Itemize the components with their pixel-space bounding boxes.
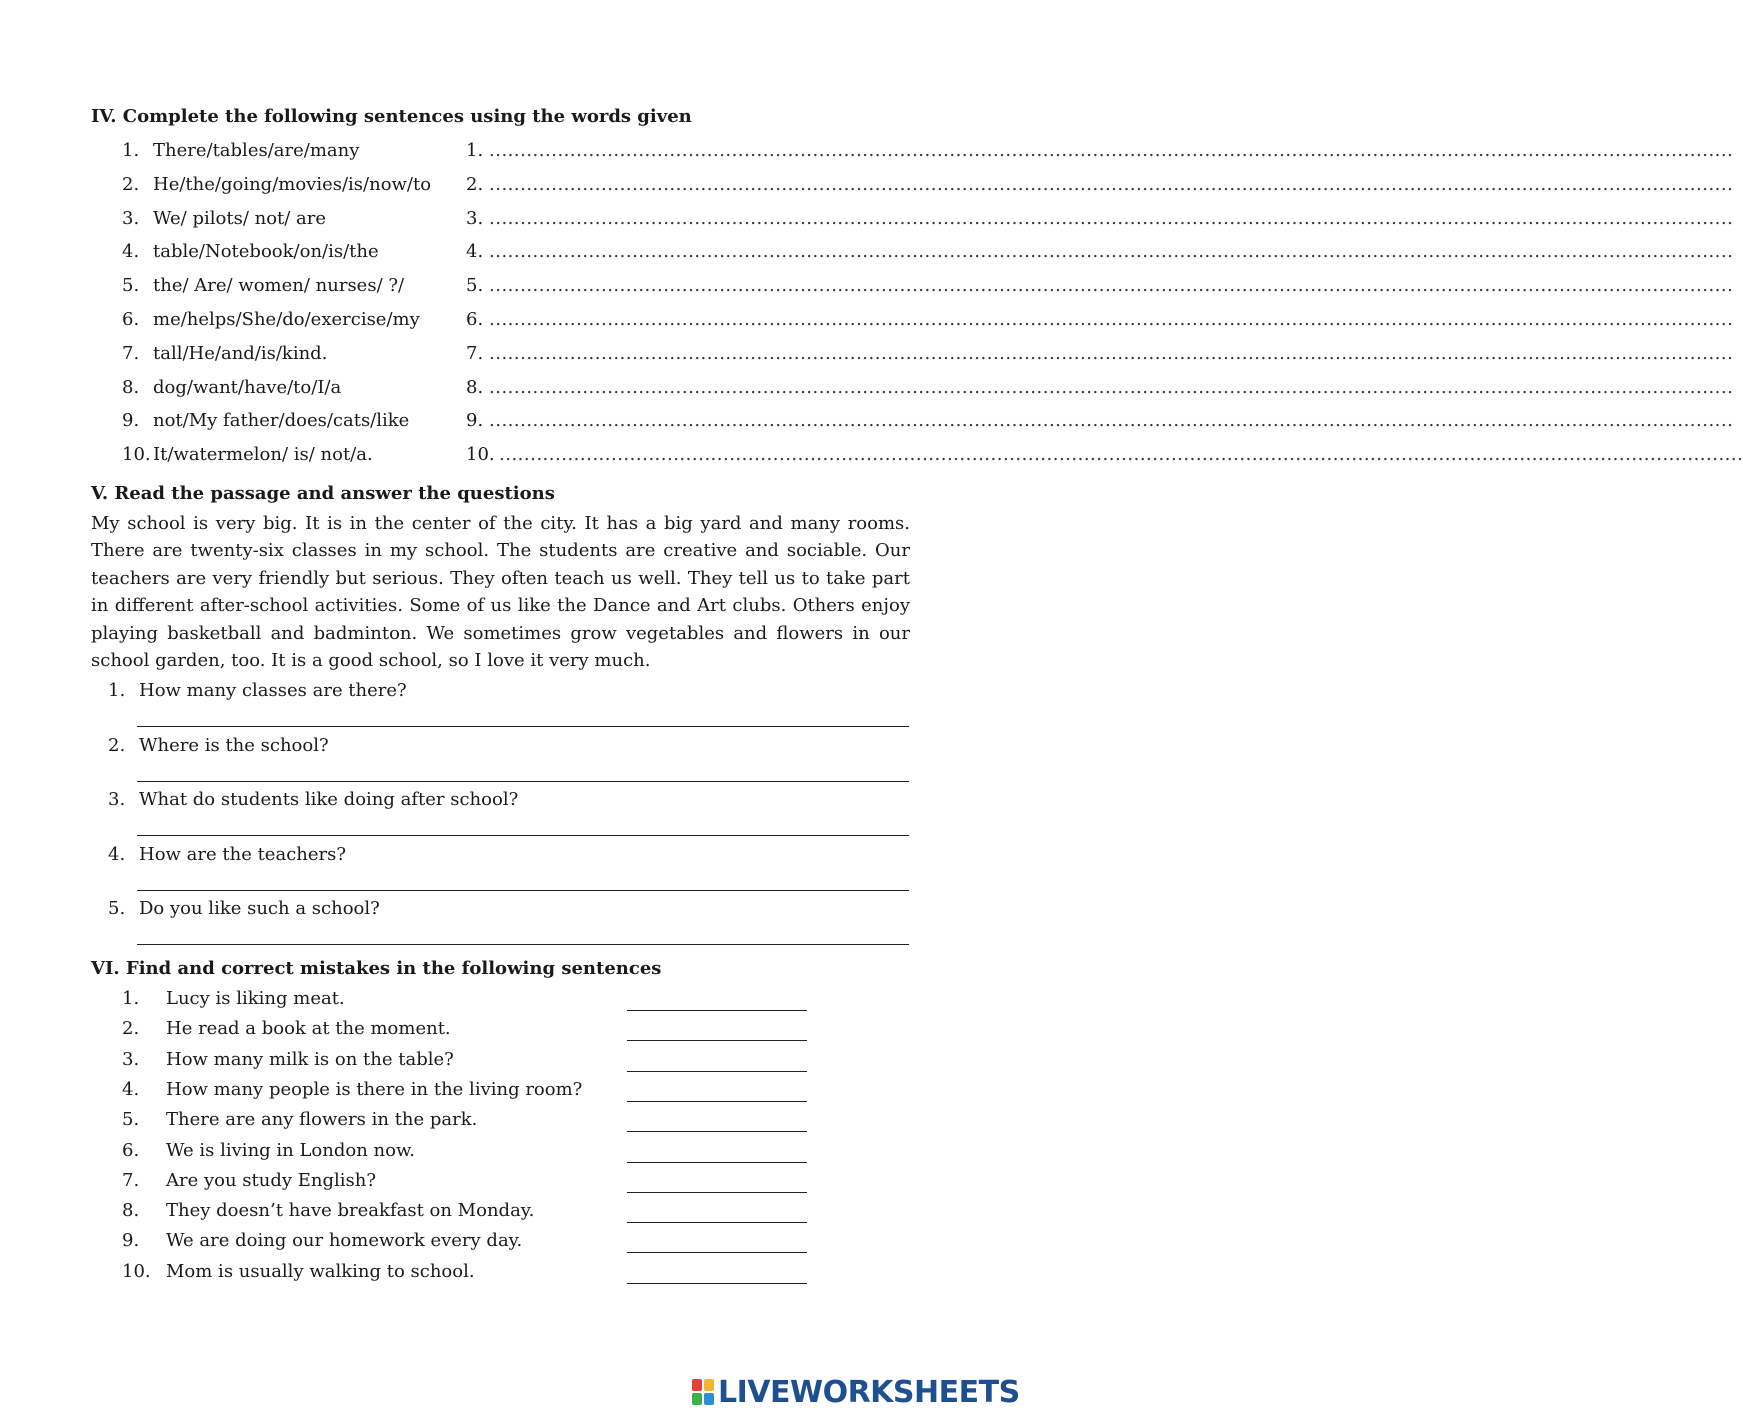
question-text: How many classes are there? (139, 680, 407, 701)
question-number: 2. (108, 734, 126, 756)
logo-text: LIVEWORKSHEETS (718, 1374, 1020, 1410)
correction-line[interactable] (627, 1283, 807, 1284)
answer-dotted-line[interactable]: ........................................................................................................................................................................................................ (489, 207, 1734, 229)
answer-dotted-line[interactable]: ........................................................................................................................................................................................................ (489, 241, 1734, 263)
liveworksheets-logo (692, 1374, 1020, 1410)
question-text: Where is the school? (139, 734, 329, 756)
sentence-text: Lucy is liking meat. (166, 988, 345, 1009)
item-number: 5. (122, 1109, 140, 1131)
item-number: 10. (122, 444, 151, 466)
item-number: 3. (122, 207, 140, 229)
item-number: 4. (122, 241, 140, 263)
answer-number: 1. (466, 140, 484, 161)
answer-dotted-line[interactable]: ........................................................................................................................................................................................................ (489, 173, 1734, 195)
section-4-heading: IV. Complete the following sentences using the words given (91, 106, 692, 127)
answer-dotted-line[interactable]: ........................................................................................................................................................................................................ (489, 275, 1734, 297)
question-number: 1. (108, 680, 126, 701)
sentence-text: Mom is usually walking to school. (166, 1260, 475, 1282)
sentence-text: How many milk is on the table? (166, 1048, 454, 1070)
answer-dotted-line[interactable]: ........................................................................................................................................................................................................ (489, 376, 1734, 398)
item-number: 7. (122, 342, 140, 364)
given-words: dog/want/have/to/I/a (153, 376, 342, 398)
item-number: 3. (122, 1048, 140, 1070)
correction-line[interactable] (627, 1222, 807, 1223)
answer-number: 8. (466, 376, 484, 398)
given-words: not/My father/does/cats/like (153, 410, 410, 432)
answer-line[interactable] (137, 726, 909, 727)
answer-number: 6. (466, 309, 484, 330)
sentence-text: How many people is there in the living room? (166, 1078, 583, 1100)
item-number: 5. (122, 275, 140, 297)
item-number: 1. (122, 140, 140, 161)
item-number: 2. (122, 1018, 140, 1040)
section-5-heading: V. Read the passage and answer the questions (91, 483, 555, 504)
answer-dotted-line[interactable]: ........................................................................................................................................................................................................ (499, 444, 1743, 466)
correction-line[interactable] (627, 1192, 807, 1193)
item-number: 8. (122, 1200, 140, 1222)
answer-number: 7. (466, 342, 484, 364)
answer-number: 4. (466, 241, 484, 263)
item-number: 10. (122, 1260, 151, 1282)
correction-line[interactable] (627, 1071, 807, 1072)
answer-number: 9. (466, 410, 484, 432)
item-number: 7. (122, 1169, 140, 1191)
answer-dotted-line[interactable]: ........................................................................................................................................................................................................ (489, 140, 1734, 161)
answer-line[interactable] (137, 835, 909, 836)
question-text: Do you like such a school? (139, 898, 380, 919)
answer-number: 3. (466, 207, 484, 229)
logo-mark-icon (692, 1379, 714, 1405)
given-words: table/Notebook/on/is/the (153, 241, 379, 263)
correction-line[interactable] (627, 1162, 807, 1163)
given-words: We/ pilots/ not/ are (153, 207, 327, 229)
given-words: It/watermelon/ is/ not/a. (153, 444, 373, 466)
answer-number: 10. (466, 444, 495, 466)
correction-line[interactable] (627, 1252, 807, 1253)
sentence-text: There are any flowers in the park. (166, 1109, 478, 1131)
answer-dotted-line[interactable]: ........................................................................................................................................................................................................ (489, 309, 1734, 330)
answer-line[interactable] (137, 781, 909, 782)
sentence-text: He read a book at the moment. (166, 1018, 451, 1040)
section-6-heading: VI. Find and correct mistakes in the following sentences (91, 958, 662, 979)
item-number: 6. (122, 1139, 140, 1161)
answer-line[interactable] (137, 890, 909, 891)
reading-passage: My school is very big. It is in the center of the city. It has a big yard and many rooms. There are twenty-six classes in my school. The students are creative and sociable. Our teachers are very friendly but serious. They often teach us well. They tell us to take part in different after-school activities. Some of us like the Dance and Art clubs. Others enjoy playing basketball and badminton. We sometimes grow vegetables and flowers in our school garden, too. It is a good school, so I love it very much. (91, 513, 910, 672)
given-words: tall/He/and/is/kind. (153, 342, 328, 364)
item-number: 1. (122, 988, 140, 1009)
question-number: 5. (108, 898, 126, 919)
correction-line[interactable] (627, 1010, 807, 1011)
sentence-text: They doesn’t have breakfast on Monday. (166, 1200, 535, 1222)
item-number: 9. (122, 1230, 140, 1252)
sentence-text: Are you study English? (166, 1169, 377, 1191)
given-words: the/ Are/ women/ nurses/ ?/ (153, 275, 405, 297)
given-words: There/tables/are/many (153, 140, 360, 161)
correction-line[interactable] (627, 1131, 807, 1132)
answer-number: 2. (466, 173, 484, 195)
correction-line[interactable] (627, 1101, 807, 1102)
given-words: me/helps/She/do/exercise/my (153, 309, 420, 330)
item-number: 4. (122, 1078, 140, 1100)
sentence-text: We is living in London now. (166, 1139, 415, 1161)
given-words: He/the/going/movies/is/now/to (153, 173, 432, 195)
answer-dotted-line[interactable]: ........................................................................................................................................................................................................ (489, 342, 1734, 364)
correction-line[interactable] (627, 1040, 807, 1041)
answer-number: 5. (466, 275, 484, 297)
question-number: 3. (108, 789, 126, 810)
sentence-text: We are doing our homework every day. (166, 1230, 523, 1252)
answer-dotted-line[interactable]: ........................................................................................................................................................................................................ (489, 410, 1734, 432)
question-text: How are the teachers? (139, 843, 347, 865)
item-number: 2. (122, 173, 140, 195)
question-text: What do students like doing after school? (139, 789, 519, 810)
question-number: 4. (108, 843, 126, 865)
answer-line[interactable] (137, 944, 909, 945)
item-number: 6. (122, 309, 140, 330)
item-number: 9. (122, 410, 140, 432)
item-number: 8. (122, 376, 140, 398)
